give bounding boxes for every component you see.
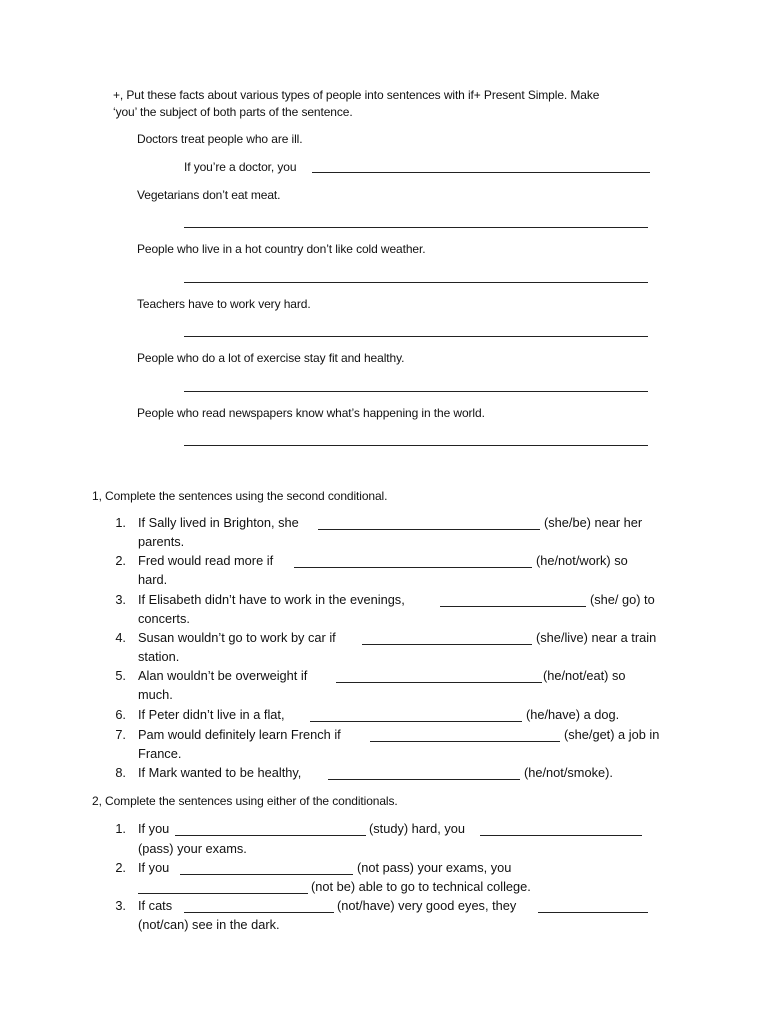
answer-blank-3[interactable]	[184, 282, 648, 283]
s2-item-2-blank-1[interactable]	[180, 874, 353, 875]
s1-item-6-blank[interactable]	[310, 721, 522, 722]
s1-item-1-cont: parents.	[138, 534, 185, 549]
s2-item-2-text: If you	[138, 860, 170, 875]
s2-item-2-number: 2.	[115, 860, 126, 875]
s2-item-1-hint-2: (pass) your exams.	[138, 841, 247, 856]
s1-item-5-text: Alan wouldn’t be overweight if	[138, 668, 308, 683]
section1-title: 1, Complete the sentences using the second conditional.	[92, 489, 388, 503]
s2-item-2-hint-1: (not pass) your exams, you	[357, 860, 512, 875]
s1-item-6-number: 6.	[115, 707, 126, 722]
s1-item-4-blank[interactable]	[362, 644, 532, 645]
intro-line-2: ‘you’ the subject of both parts of the sentence.	[113, 105, 353, 119]
s1-item-8-blank[interactable]	[328, 779, 520, 780]
s1-item-8-text: If Mark wanted to be healthy,	[138, 765, 302, 780]
s1-item-3-blank[interactable]	[440, 606, 586, 607]
s1-item-8-hint: (he/not/smoke).	[524, 765, 613, 780]
s1-item-3-number: 3.	[115, 592, 126, 607]
example-answer: If you’re a doctor, you	[184, 160, 297, 174]
s1-item-3-hint: (she/ go) to	[590, 592, 655, 607]
s2-item-1-blank-2[interactable]	[480, 835, 642, 836]
s1-item-1-number: 1.	[115, 515, 126, 530]
s1-item-2-hint: (he/not/work) so	[536, 553, 628, 568]
s1-item-7-hint: (she/get) a job in	[564, 727, 660, 742]
s2-item-3-blank-2[interactable]	[538, 912, 648, 913]
answer-blank-1[interactable]	[312, 172, 650, 173]
s2-item-1-text: If you	[138, 821, 170, 836]
fact-6: People who read newspapers know what’s happening in the world.	[137, 406, 485, 420]
s2-item-3-blank-1[interactable]	[184, 912, 334, 913]
s1-item-4-hint: (she/live) near a train	[536, 630, 657, 645]
section2-title: 2, Complete the sentences using either of the conditionals.	[92, 794, 398, 808]
answer-blank-6[interactable]	[184, 445, 648, 446]
s2-item-3-text: If cats	[138, 898, 173, 913]
intro-line-1: +, Put these facts about various types of people into sentences with if+ Present Simple. Make	[113, 88, 600, 102]
answer-blank-4[interactable]	[184, 336, 648, 337]
s2-item-1-hint-1: (study) hard, you	[369, 821, 466, 836]
s2-item-3-hint-1: (not/have) very good eyes, they	[337, 898, 517, 913]
answer-blank-2[interactable]	[184, 227, 648, 228]
s1-item-5-cont: much.	[138, 687, 173, 702]
s2-item-1-number: 1.	[115, 821, 126, 836]
s1-item-2-text: Fred would read more if	[138, 553, 274, 568]
s1-item-3-text: If Elisabeth didn’t have to work in the evenings,	[138, 592, 405, 607]
fact-2: Vegetarians don’t eat meat.	[137, 188, 281, 202]
s1-item-2-cont: hard.	[138, 572, 168, 587]
fact-5: People who do a lot of exercise stay fit and healthy.	[137, 351, 405, 365]
fact-1: Doctors treat people who are ill.	[137, 132, 303, 146]
s1-item-5-blank[interactable]	[336, 682, 542, 683]
s1-item-5-hint: (he/not/eat) so	[543, 668, 626, 683]
s2-item-2-blank-2[interactable]	[138, 893, 308, 894]
fact-3: People who live in a hot country don’t like cold weather.	[137, 242, 426, 256]
s1-item-4-text: Susan wouldn’t go to work by car if	[138, 630, 336, 645]
s1-item-7-cont: France.	[138, 746, 182, 761]
s2-item-1-blank-1[interactable]	[175, 835, 366, 836]
answer-blank-5[interactable]	[184, 391, 648, 392]
s1-item-5-number: 5.	[115, 668, 126, 683]
s1-item-1-blank[interactable]	[318, 529, 540, 530]
s1-item-4-cont: station.	[138, 649, 180, 664]
s2-item-3-number: 3.	[115, 898, 126, 913]
s1-item-7-text: Pam would definitely learn French if	[138, 727, 341, 742]
fact-4: Teachers have to work very hard.	[137, 297, 311, 311]
s1-item-7-blank[interactable]	[370, 741, 560, 742]
s1-item-2-blank[interactable]	[294, 567, 532, 568]
s1-item-4-number: 4.	[115, 630, 126, 645]
s1-item-6-hint: (he/have) a dog.	[526, 707, 620, 722]
s1-item-1-text: If Sally lived in Brighton, she	[138, 515, 299, 530]
s1-item-8-number: 8.	[115, 765, 126, 780]
s2-item-2-hint-2: (not be) able to go to technical college.	[311, 879, 531, 894]
s2-item-3-hint-2: (not/can) see in the dark.	[138, 917, 280, 932]
s1-item-7-number: 7.	[115, 727, 126, 742]
s1-item-3-cont: concerts.	[138, 611, 190, 626]
s1-item-6-text: If Peter didn’t live in a flat,	[138, 707, 285, 722]
s1-item-2-number: 2.	[115, 553, 126, 568]
s1-item-1-hint: (she/be) near her	[544, 515, 643, 530]
